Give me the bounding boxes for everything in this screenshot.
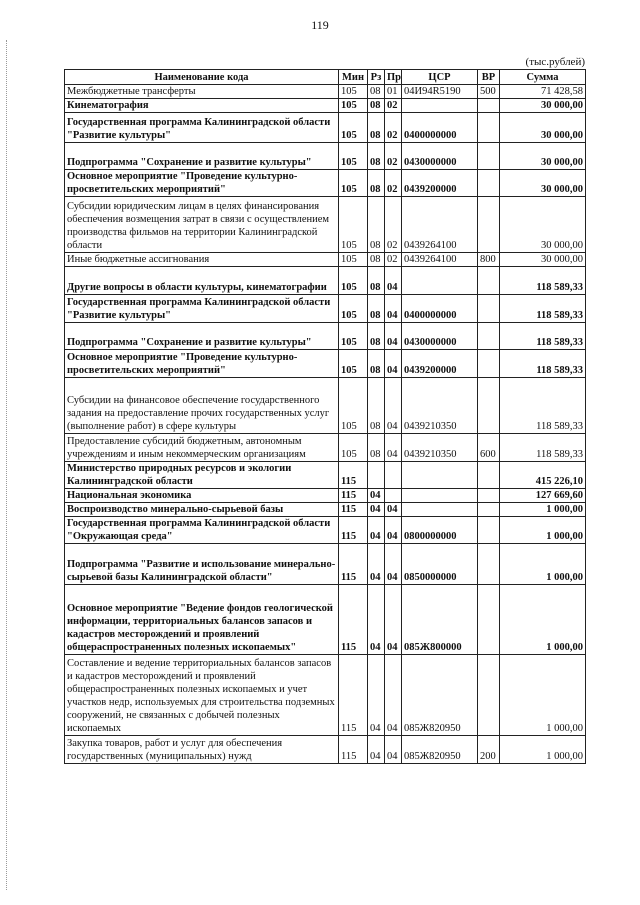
cell-name: Субсидии юридическим лицам в целях финансирования обеспечения возмещения затрат в связи с осуществлением производства фильмов на территории Калининградской области (65, 197, 339, 253)
cell-sum: 30 000,00 (500, 99, 586, 113)
cell-name: Иные бюджетные ассигнования (65, 253, 339, 267)
cell-vr (478, 350, 500, 378)
cell-csr: 0439210350 (402, 434, 478, 462)
table-row (65, 585, 586, 655)
cell-min: 105 (339, 253, 368, 267)
cell-min: 105 (339, 85, 368, 99)
table-row (65, 197, 586, 253)
table-row (65, 295, 586, 323)
cell-rz: 08 (368, 434, 385, 462)
cell-vr (478, 295, 500, 323)
column-header-pr: Пр (385, 70, 402, 85)
table-row (65, 736, 586, 764)
table-row (65, 170, 586, 197)
table-row (65, 489, 586, 503)
cell-name: Кинематография (65, 99, 339, 113)
cell-vr (478, 267, 500, 295)
cell-rz: 08 (368, 267, 385, 295)
cell-vr: 800 (478, 253, 500, 267)
cell-sum: 118 589,33 (500, 378, 586, 434)
cell-csr: 0439200000 (402, 350, 478, 378)
cell-csr: 0430000000 (402, 143, 478, 170)
column-header-vr: ВР (478, 70, 500, 85)
cell-name: Основное мероприятие "Ведение фондов геологической информации, территориальных балансов запасов и кадастров месторождений и проявлений общераспространенных полезных ископаемых" (65, 585, 339, 655)
cell-rz: 04 (368, 544, 385, 585)
cell-min: 105 (339, 113, 368, 143)
cell-csr (402, 462, 478, 489)
cell-rz: 08 (368, 253, 385, 267)
cell-name: Другие вопросы в области культуры, кинематографии (65, 267, 339, 295)
cell-rz: 04 (368, 503, 385, 517)
cell-min: 105 (339, 323, 368, 350)
cell-vr (478, 113, 500, 143)
cell-min: 115 (339, 503, 368, 517)
cell-sum: 118 589,33 (500, 323, 586, 350)
cell-sum: 1 000,00 (500, 517, 586, 544)
cell-pr: 02 (385, 99, 402, 113)
cell-name: Межбюджетные трансферты (65, 85, 339, 99)
cell-pr: 04 (385, 544, 402, 585)
cell-vr: 200 (478, 736, 500, 764)
cell-rz: 08 (368, 197, 385, 253)
cell-sum: 118 589,33 (500, 434, 586, 462)
cell-csr: 0439264100 (402, 197, 478, 253)
cell-min: 115 (339, 736, 368, 764)
cell-sum: 118 589,33 (500, 267, 586, 295)
cell-vr (478, 323, 500, 350)
cell-name: Государственная программа Калининградской области "Развитие культуры" (65, 295, 339, 323)
table-row (65, 350, 586, 378)
table-row (65, 323, 586, 350)
cell-min: 115 (339, 489, 368, 503)
cell-sum: 71 428,58 (500, 85, 586, 99)
cell-csr: 0400000000 (402, 113, 478, 143)
cell-vr (478, 585, 500, 655)
cell-name: Составление и ведение территориальных балансов запасов и кадастров месторождений и проявлений общераспространенных полезных ископаемых и учет участков недр, используемых для строительства подземных сооружений, не связанных с добычей полезных ископаемых (65, 655, 339, 736)
cell-pr: 04 (385, 736, 402, 764)
cell-pr: 04 (385, 503, 402, 517)
cell-sum: 30 000,00 (500, 197, 586, 253)
cell-sum: 30 000,00 (500, 170, 586, 197)
cell-pr: 02 (385, 253, 402, 267)
cell-name: Основное мероприятие "Проведение культурно-просветительских мероприятий" (65, 350, 339, 378)
cell-csr: 085Ж800000 (402, 585, 478, 655)
cell-sum: 30 000,00 (500, 113, 586, 143)
cell-min: 105 (339, 350, 368, 378)
cell-name: Министерство природных ресурсов и экологии Калининградской области (65, 462, 339, 489)
cell-pr: 01 (385, 85, 402, 99)
cell-sum: 1 000,00 (500, 544, 586, 585)
cell-vr (478, 99, 500, 113)
cell-pr: 02 (385, 113, 402, 143)
table-row (65, 113, 586, 143)
cell-min: 105 (339, 99, 368, 113)
cell-min: 105 (339, 267, 368, 295)
cell-pr: 04 (385, 295, 402, 323)
cell-sum: 1 000,00 (500, 585, 586, 655)
cell-min: 105 (339, 197, 368, 253)
cell-vr (478, 462, 500, 489)
cell-name: Подпрограмма "Развитие и использование минерально-сырьевой базы Калининградской области" (65, 544, 339, 585)
budget-table (64, 69, 586, 764)
units-label: (тыс.рублей) (525, 56, 585, 68)
cell-name: Подпрограмма "Сохранение и развитие культуры" (65, 143, 339, 170)
cell-vr (478, 170, 500, 197)
cell-name: Закупка товаров, работ и услуг для обеспечения государственных (муниципальных) нужд (65, 736, 339, 764)
cell-vr: 600 (478, 434, 500, 462)
cell-pr: 04 (385, 585, 402, 655)
column-header-name: Наименование кода (65, 70, 339, 85)
cell-csr (402, 503, 478, 517)
cell-vr: 500 (478, 85, 500, 99)
cell-pr: 04 (385, 267, 402, 295)
cell-sum: 1 000,00 (500, 503, 586, 517)
cell-vr (478, 378, 500, 434)
table-row (65, 378, 586, 434)
cell-rz: 04 (368, 489, 385, 503)
cell-sum: 30 000,00 (500, 143, 586, 170)
column-header-sum: Сумма (500, 70, 586, 85)
cell-csr: 0430000000 (402, 323, 478, 350)
cell-pr: 02 (385, 143, 402, 170)
cell-pr (385, 489, 402, 503)
cell-vr (478, 544, 500, 585)
cell-rz: 08 (368, 350, 385, 378)
table-row (65, 267, 586, 295)
cell-rz: 04 (368, 517, 385, 544)
cell-min: 105 (339, 434, 368, 462)
cell-csr: 085Ж820950 (402, 655, 478, 736)
table-row (65, 99, 586, 113)
cell-sum: 118 589,33 (500, 295, 586, 323)
cell-min: 105 (339, 143, 368, 170)
cell-pr: 04 (385, 517, 402, 544)
cell-sum: 30 000,00 (500, 253, 586, 267)
cell-csr: 04И94R5190 (402, 85, 478, 99)
cell-rz: 08 (368, 85, 385, 99)
cell-csr: 0400000000 (402, 295, 478, 323)
table-row (65, 544, 586, 585)
cell-pr: 02 (385, 170, 402, 197)
column-header-rz: Рз (368, 70, 385, 85)
cell-sum: 118 589,33 (500, 350, 586, 378)
cell-pr: 04 (385, 323, 402, 350)
table-row (65, 462, 586, 489)
table-row (65, 143, 586, 170)
cell-rz: 04 (368, 736, 385, 764)
cell-min: 105 (339, 378, 368, 434)
cell-rz: 08 (368, 378, 385, 434)
cell-csr: 0439264100 (402, 253, 478, 267)
column-header-min: Мин (339, 70, 368, 85)
table-row (65, 517, 586, 544)
scan-margin-marks (6, 40, 11, 890)
cell-csr (402, 267, 478, 295)
cell-vr (478, 489, 500, 503)
cell-rz: 08 (368, 295, 385, 323)
cell-sum: 1 000,00 (500, 655, 586, 736)
cell-min: 115 (339, 544, 368, 585)
cell-csr: 0439210350 (402, 378, 478, 434)
cell-rz: 08 (368, 99, 385, 113)
cell-min: 115 (339, 585, 368, 655)
cell-sum: 1 000,00 (500, 736, 586, 764)
table-row (65, 655, 586, 736)
cell-sum: 127 669,60 (500, 489, 586, 503)
cell-name: Государственная программа Калининградской области "Развитие культуры" (65, 113, 339, 143)
cell-csr: 0850000000 (402, 544, 478, 585)
cell-min: 115 (339, 462, 368, 489)
cell-name: Воспроизводство минерально-сырьевой базы (65, 503, 339, 517)
cell-vr (478, 197, 500, 253)
cell-vr (478, 143, 500, 170)
table-header-row (65, 70, 586, 85)
table-row (65, 253, 586, 267)
cell-csr (402, 489, 478, 503)
cell-min: 115 (339, 517, 368, 544)
cell-pr: 04 (385, 434, 402, 462)
cell-pr: 04 (385, 655, 402, 736)
table-row (65, 85, 586, 99)
page-number: 119 (311, 18, 329, 32)
cell-name: Предоставление субсидий бюджетным, автономным учреждениям и иным некоммерческим организациям (65, 434, 339, 462)
cell-name: Государственная программа Калининградской области "Окружающая среда" (65, 517, 339, 544)
cell-min: 105 (339, 170, 368, 197)
cell-pr: 02 (385, 197, 402, 253)
cell-vr (478, 503, 500, 517)
cell-rz: 08 (368, 113, 385, 143)
cell-name: Подпрограмма "Сохранение и развитие культуры" (65, 323, 339, 350)
cell-pr (385, 462, 402, 489)
cell-sum: 415 226,10 (500, 462, 586, 489)
cell-name: Субсидии на финансовое обеспечение государственного задания на предоставление прочих государственных услуг (выполнение работ) в сфере культуры (65, 378, 339, 434)
cell-csr: 085Ж820950 (402, 736, 478, 764)
cell-min: 105 (339, 295, 368, 323)
cell-name: Основное мероприятие "Проведение культурно-просветительских мероприятий" (65, 170, 339, 197)
table-row (65, 503, 586, 517)
cell-vr (478, 655, 500, 736)
cell-csr: 0800000000 (402, 517, 478, 544)
cell-name: Национальная экономика (65, 489, 339, 503)
cell-vr (478, 517, 500, 544)
cell-rz: 04 (368, 655, 385, 736)
cell-min: 115 (339, 655, 368, 736)
cell-rz (368, 462, 385, 489)
cell-csr (402, 99, 478, 113)
column-header-csr: ЦСР (402, 70, 478, 85)
cell-pr: 04 (385, 350, 402, 378)
cell-rz: 04 (368, 585, 385, 655)
cell-rz: 08 (368, 323, 385, 350)
cell-rz: 08 (368, 143, 385, 170)
cell-rz: 08 (368, 170, 385, 197)
cell-pr: 04 (385, 378, 402, 434)
table-row (65, 434, 586, 462)
cell-csr: 0439200000 (402, 170, 478, 197)
